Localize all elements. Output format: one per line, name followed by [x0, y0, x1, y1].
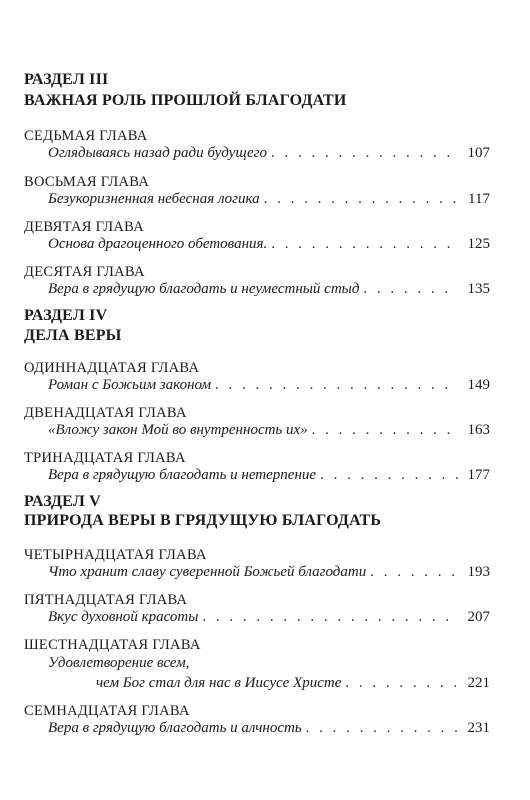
page-number: 177 [467, 467, 490, 483]
dot-leader [320, 467, 458, 484]
page-number: 107 [467, 145, 490, 161]
toc-entry[interactable] [48, 281, 490, 298]
dot-leader [264, 191, 458, 208]
toc-entry[interactable] [48, 564, 490, 581]
entry-title: Основа драгоценного обетования. [48, 236, 268, 252]
page-number: 163 [467, 422, 490, 438]
toc-entry[interactable] [48, 191, 490, 208]
entry-title: «Вложу закон Мой во внутренность их» [48, 422, 308, 438]
page-number: 231 [467, 720, 490, 736]
chapter-label: СЕМНАДЦАТАЯ ГЛАВА [24, 703, 190, 719]
page-number: 135 [467, 281, 490, 297]
toc-entry[interactable] [48, 720, 490, 737]
toc-entry[interactable] [48, 422, 490, 439]
entry-title: Оглядываясь назад ради будущего [48, 145, 268, 161]
entry-title: Роман с Божьим законом [48, 377, 212, 393]
dot-leader [306, 720, 458, 737]
dot-leader [271, 145, 458, 162]
chapter-label: ДВЕНАДЦАТАЯ ГЛАВА [24, 405, 187, 421]
toc-entry[interactable] [96, 675, 490, 692]
dot-leader [215, 377, 458, 394]
section-title: ДЕЛА ВЕРЫ [24, 327, 122, 344]
chapter-label: ЧЕТЫРНАДЦАТАЯ ГЛАВА [24, 547, 207, 563]
entry-title: Вкус духовной красоты [48, 609, 199, 625]
chapter-label: ШЕСТНАДЦАТАЯ ГЛАВА [24, 637, 201, 653]
toc-entry[interactable] [48, 467, 490, 484]
section-title: ВАЖНАЯ РОЛЬ ПРОШЛОЙ БЛАГОДАТИ [24, 92, 347, 109]
chapter-label: ДЕВЯТАЯ ГЛАВА [24, 219, 144, 235]
entry-title: Безукоризненная небесная логика [48, 191, 260, 207]
toc-entry[interactable] [48, 145, 490, 162]
chapter-label: ПЯТНАДЦАТАЯ ГЛАВА [24, 592, 188, 608]
entry-title: Что хранит славу суверенной Божьей благодати [48, 564, 367, 580]
section-title: ПРИРОДА ВЕРЫ В ГРЯДУЩУЮ БЛАГОДАТЬ [24, 512, 382, 529]
page-number: 149 [467, 377, 490, 393]
dot-leader [271, 236, 458, 253]
section-label: РАЗДЕЛ IV [24, 307, 108, 324]
dot-leader [370, 564, 458, 581]
page-number: 207 [467, 609, 490, 625]
section-label: РАЗДЕЛ III [24, 71, 109, 88]
dot-leader [345, 675, 458, 692]
entry-title: Вера в грядущую благодать и неуместный стыд [48, 281, 360, 297]
page-number: 193 [467, 564, 490, 580]
chapter-label: ТРИНАДЦАТАЯ ГЛАВА [24, 450, 186, 466]
entry-title: Вера в грядущую благодать и алчность [48, 720, 302, 736]
page-number: 221 [467, 675, 490, 691]
chapter-label: ДЕСЯТАЯ ГЛАВА [24, 264, 145, 280]
entry-title-line2: чем Бог стал для нас в Иисусе Христе [96, 675, 342, 691]
chapter-label: ОДИННАДЦАТАЯ ГЛАВА [24, 360, 200, 376]
toc-entry[interactable] [48, 377, 490, 394]
toc-entry[interactable] [48, 236, 490, 253]
dot-leader [202, 609, 458, 626]
entry-title: Вера в грядущую благодать и нетерпение [48, 467, 317, 483]
dot-leader [312, 422, 458, 439]
page-number: 117 [468, 191, 490, 207]
chapter-label: ВОСЬМАЯ ГЛАВА [24, 174, 150, 190]
chapter-label: СЕДЬМАЯ ГЛАВА [24, 128, 148, 144]
entry-title[interactable]: Удовлетворение всем, [48, 655, 190, 671]
dot-leader [363, 281, 458, 298]
section-label: РАЗДЕЛ V [24, 493, 101, 510]
page-number: 125 [467, 236, 490, 252]
toc-entry[interactable] [48, 609, 490, 626]
